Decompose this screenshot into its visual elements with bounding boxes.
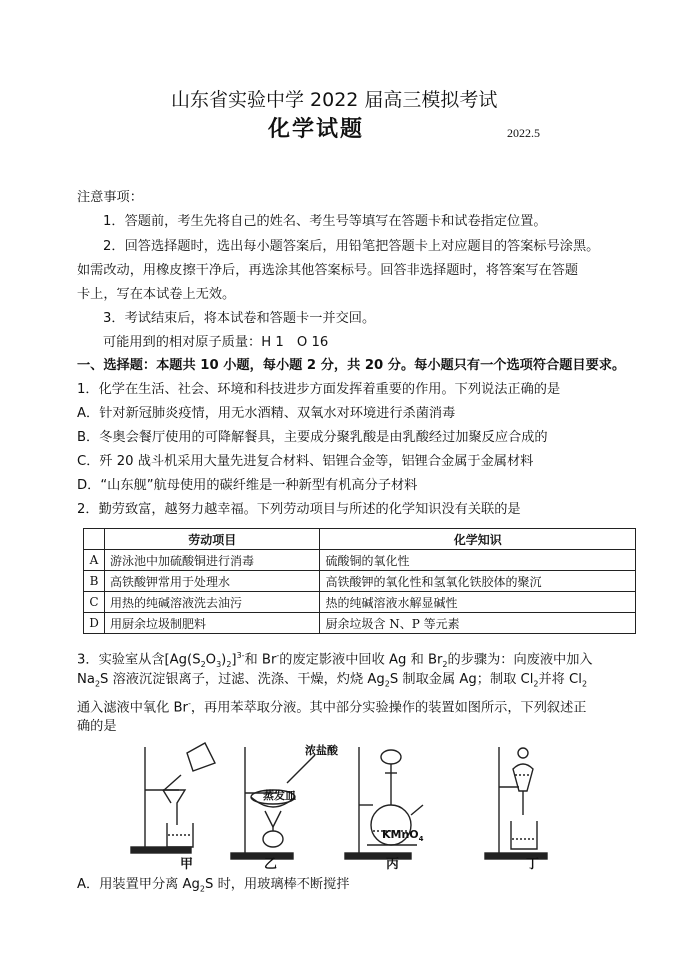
label-evaporating-dish: 蒸发皿	[263, 789, 296, 802]
apparatus-ding	[485, 747, 547, 859]
table-row	[84, 571, 636, 592]
label-kmno4: KMnO$_4$	[382, 828, 424, 844]
row-chem: 高铁酸钾的氧化性和氢氧化铁胶体的聚沉	[320, 571, 636, 592]
apparatus-yi	[231, 747, 315, 859]
label-concentrated-hcl: 浓盐酸	[305, 744, 338, 757]
apparatus-figure	[127, 735, 564, 868]
row-labor: 游泳池中加硫酸铜进行消毒	[105, 550, 320, 571]
row-chem: 厨余垃圾含 N、P 等元素	[320, 613, 636, 634]
q1-option-a: A．针对新冠肺炎疫情，用无水酒精、双氧水对环境进行杀菌消毒	[77, 406, 456, 421]
label-bing: 丙	[386, 857, 400, 872]
apparatus-jia	[131, 743, 215, 853]
row-option: B	[84, 571, 105, 592]
label-ding: 丁	[526, 857, 540, 872]
note-1: 1．答题前，考生先将自己的姓名、考生号等填写在答题卡和试卷指定位置。	[103, 214, 547, 229]
row-option: D	[84, 613, 105, 634]
q1-stem: 1．化学在生活、社会、环境和科技进步方面发挥着重要的作用。下列说法正确的是	[77, 382, 561, 397]
q2-table	[83, 528, 636, 634]
note-2-end: 卡上，写在本试卷上无效。	[77, 287, 236, 302]
q1-option-b: B．冬奥会餐厅使用的可降解餐具，主要成分聚乳酸是由乳酸经过加聚反应合成的	[77, 430, 548, 445]
exam-title: 山东省实验中学 2022 届高三模拟考试	[171, 89, 498, 111]
note-3: 3．考试结束后，将本试卷和答题卡一并交回。	[103, 311, 376, 326]
row-labor: 高铁酸钾常用于处理水	[105, 571, 320, 592]
table-row	[84, 592, 636, 613]
row-option: A	[84, 550, 105, 571]
table-header-blank	[84, 529, 105, 550]
q3-line-4: 确的是	[77, 719, 117, 734]
q1-option-c: C．歼 20 战斗机采用大量先进复合材料、铝锂合金等，铝锂合金属于金属材料	[77, 454, 534, 469]
note-2: 2．回答选择题时，选出每小题答案后，用铅笔把答题卡上对应题目的答案标号涂黑。	[103, 239, 600, 254]
table-header-chem: 化学知识	[320, 529, 636, 550]
q3-line-2: $Na_2S$ 溶液沉淀银离子，过滤、洗涤、干燥，灼烧 $Ag_2S$ 制取金属 Ag；制取 $Cl_2$并将 $Cl_2$	[77, 672, 588, 689]
exam-date: 2022.5	[507, 126, 540, 140]
table-header-row	[84, 529, 636, 550]
notes-heading: 注意事项：	[77, 190, 143, 205]
table-row	[84, 550, 636, 571]
atomic-mass-note: 可能用到的相对原子质量：H 1 O 16	[103, 335, 329, 350]
label-yi: 乙	[264, 857, 278, 872]
label-jia: 甲	[180, 857, 194, 872]
note-2-cont: 如需改动，用橡皮擦干净后，再选涂其他答案标号。回答非选择题时，将答案写在答题	[77, 263, 579, 278]
q3-line-1: 3．实验室从含$[Ag(S_2O_3)_2]^{3-}$和 Br-的废定影液中回收 Ag 和 $Br_2$的步骤为：向废液中加入	[77, 651, 593, 670]
section-heading: 一、选择题：本题共 10 小题，每小题 2 分，共 20 分。每小题只有一个选项符合题目要求。	[77, 358, 626, 373]
subject-title: 化学试题	[268, 117, 365, 142]
q2-stem: 2．勤劳致富，越努力越幸福。下列劳动项目与所述的化学知识没有关联的是	[77, 502, 521, 517]
table-header-labor: 劳动项目	[105, 529, 320, 550]
row-labor: 用热的纯碱溶液洗去油污	[105, 592, 320, 613]
table-row	[84, 613, 636, 634]
row-chem: 硫酸铜的氧化性	[320, 550, 636, 571]
row-option: C	[84, 592, 105, 613]
q1-option-d: D．“山东舰”航母使用的碳纤维是一种新型有机高分子材料	[77, 478, 418, 493]
row-chem: 热的纯碱溶液水解显碱性	[320, 592, 636, 613]
q3-line-3: 通入滤液中氧化 Br-，再用苯萃取分液。其中部分实验操作的装置如图所示，下列叙述正	[77, 699, 587, 716]
q3-option-a: A．用装置甲分离 $Ag_2S$ 时，用玻璃棒不断搅拌	[77, 877, 350, 894]
row-labor: 用厨余垃圾制肥料	[105, 613, 320, 634]
